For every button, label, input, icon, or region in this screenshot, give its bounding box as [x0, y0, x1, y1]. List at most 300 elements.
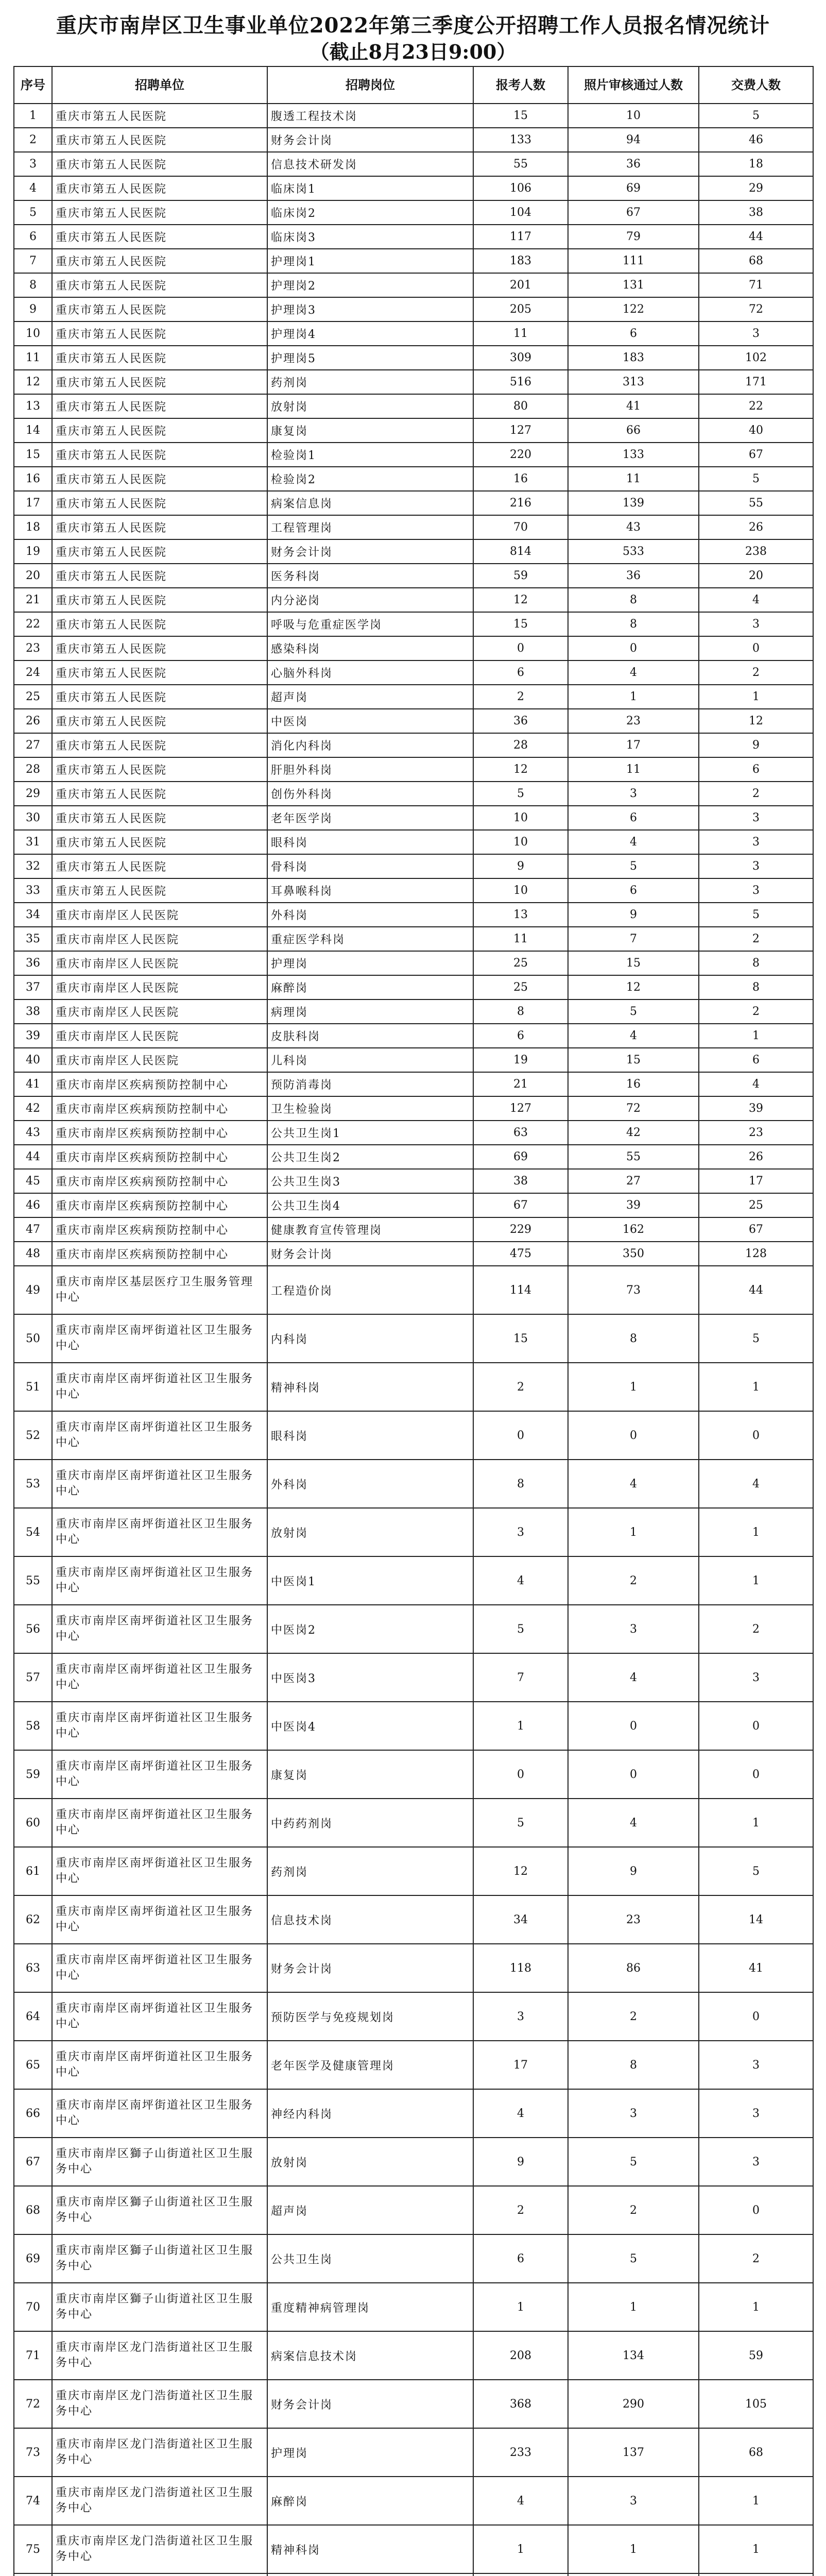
- row-unit: 重庆市南岸区南坪街道社区卫生服务中心: [52, 1314, 267, 1363]
- row-pass-count: 10: [568, 104, 699, 128]
- row-unit: 重庆市南岸区南坪街道社区卫生服务中心: [52, 1556, 267, 1605]
- row-number: 54: [14, 1508, 52, 1556]
- row-unit: 重庆市第五人民医院: [52, 636, 267, 660]
- row-pass-count: 12: [568, 975, 699, 999]
- row-number: 47: [14, 1217, 52, 1242]
- row-apply-count: 67: [473, 1193, 568, 1217]
- row-pay-count: 2: [699, 2234, 813, 2283]
- row-position: 药剂岗: [267, 1847, 473, 1895]
- row-pay-count: 4: [699, 1072, 813, 1096]
- row-pay-count: 3: [699, 612, 813, 636]
- table-row: [14, 733, 813, 757]
- row-pass-count: 1: [568, 2283, 699, 2331]
- table-row: [14, 1145, 813, 1169]
- row-apply-count: 28: [473, 733, 568, 757]
- row-position: 神经内科岗: [267, 2089, 473, 2138]
- row-unit: 重庆市南岸区疾病预防控制中心: [52, 1145, 267, 1169]
- row-pass-count: 5: [568, 854, 699, 878]
- row-apply-count: 13: [473, 903, 568, 927]
- row-position: 护理岗2: [267, 273, 473, 297]
- row-pay-count: 0: [699, 636, 813, 660]
- row-pay-count: 171: [699, 370, 813, 394]
- row-apply-count: 183: [473, 249, 568, 273]
- row-position: 财务会计岗: [267, 2380, 473, 2428]
- row-position: 公共卫生岗3: [267, 1169, 473, 1193]
- row-pass-count: 79: [568, 225, 699, 249]
- row-pass-count: 313: [568, 370, 699, 394]
- row-number: 68: [14, 2186, 52, 2234]
- row-apply-count: 55: [473, 152, 568, 176]
- row-pay-count: 5: [699, 104, 813, 128]
- row-unit: 重庆市南岸区人民医院: [52, 1024, 267, 1048]
- row-apply-count: 2: [473, 2186, 568, 2234]
- row-pass-count: 122: [568, 297, 699, 321]
- row-pass-count: 1: [568, 1508, 699, 1556]
- row-position: 呼吸与危重症医学岗: [267, 612, 473, 636]
- row-pass-count: 15: [568, 951, 699, 975]
- row-position: 皮肤科岗: [267, 1024, 473, 1048]
- row-apply-count: 127: [473, 1096, 568, 1121]
- row-number: 45: [14, 1169, 52, 1193]
- row-position: 药剂岗: [267, 370, 473, 394]
- row-number: 35: [14, 927, 52, 951]
- table-row: [14, 612, 813, 636]
- row-position: 外科岗: [267, 903, 473, 927]
- row-pay-count: 38: [699, 200, 813, 225]
- row-unit: 重庆市南岸区龙门浩街道社区卫生服务中心: [52, 2380, 267, 2428]
- row-apply-count: 117: [473, 225, 568, 249]
- row-number: 39: [14, 1024, 52, 1048]
- row-pay-count: 9: [699, 733, 813, 757]
- row-unit: 重庆市第五人民医院: [52, 346, 267, 370]
- row-pay-count: 8: [699, 975, 813, 999]
- row-pass-count: 133: [568, 443, 699, 467]
- row-pay-count: 3: [699, 806, 813, 830]
- row-position: 中药药剂岗: [267, 1799, 473, 1847]
- row-pay-count: 39: [699, 1096, 813, 1121]
- row-unit: 重庆市南岸区南坪街道社区卫生服务中心: [52, 1605, 267, 1653]
- row-pass-count: 36: [568, 564, 699, 588]
- table-row: [14, 2573, 813, 2576]
- row-pass-count: 0: [568, 1702, 699, 1750]
- row-unit: 重庆市南岸区疾病预防控制中心: [52, 1169, 267, 1193]
- row-pay-count: 1: [699, 1024, 813, 1048]
- table-header-row: [14, 66, 813, 104]
- row-pay-count: 3: [699, 321, 813, 346]
- row-unit: 重庆市第五人民医院: [52, 660, 267, 685]
- row-apply-count: 8: [473, 1460, 568, 1508]
- row-number: 43: [14, 1121, 52, 1145]
- row-pass-count: 94: [568, 128, 699, 152]
- row-unit: 重庆市第五人民医院: [52, 418, 267, 443]
- row-pay-count: 238: [699, 539, 813, 564]
- table-row: [14, 1411, 813, 1460]
- row-number: 61: [14, 1847, 52, 1895]
- row-position: 放射岗: [267, 1508, 473, 1556]
- row-pass-count: 4: [568, 660, 699, 685]
- row-apply-count: 2: [473, 1363, 568, 1411]
- row-number: 16: [14, 467, 52, 491]
- row-unit: 重庆市南岸区疾病预防控制中心: [52, 1096, 267, 1121]
- row-apply-count: 25: [473, 951, 568, 975]
- row-apply-count: 15: [473, 104, 568, 128]
- row-number: 17: [14, 491, 52, 515]
- row-position: 信息技术岗: [267, 1895, 473, 1944]
- row-position: 麻醉岗: [267, 2477, 473, 2525]
- row-unit: 重庆市第五人民医院: [52, 273, 267, 297]
- row-number: 6: [14, 225, 52, 249]
- row-number: 7: [14, 249, 52, 273]
- row-unit: 重庆市第五人民医院: [52, 249, 267, 273]
- table-row: [14, 321, 813, 346]
- row-unit: 重庆市第五人民医院: [52, 297, 267, 321]
- row-number: 13: [14, 394, 52, 418]
- row-pay-count: 29: [699, 176, 813, 200]
- table-row: [14, 636, 813, 660]
- row-position: 中医岗: [267, 709, 473, 733]
- table-row: [14, 249, 813, 273]
- table-row: [14, 1363, 813, 1411]
- row-pay-count: 1: [699, 1508, 813, 1556]
- row-position: 内分泌岗: [267, 588, 473, 612]
- table-row: [14, 709, 813, 733]
- row-pass-count: 111: [568, 249, 699, 273]
- row-pass-count: 41: [568, 394, 699, 418]
- row-pass-count: [568, 2573, 699, 2576]
- row-unit: 重庆市南岸区南坪街道社区卫生服务中心: [52, 1847, 267, 1895]
- row-number: 2: [14, 128, 52, 152]
- row-unit: 重庆市第五人民医院: [52, 612, 267, 636]
- row-apply-count: 0: [473, 1750, 568, 1799]
- row-unit: 重庆市南岸区南坪街道社区卫生服务中心: [52, 1653, 267, 1702]
- row-pay-count: 6: [699, 1048, 813, 1072]
- row-unit: 重庆市南岸区疾病预防控制中心: [52, 1217, 267, 1242]
- table-row: [14, 1944, 813, 1992]
- row-position: 腹透工程技术岗: [267, 104, 473, 128]
- table-row: [14, 200, 813, 225]
- row-apply-count: 9: [473, 2138, 568, 2186]
- row-pay-count: 4: [699, 588, 813, 612]
- row-pass-count: 8: [568, 588, 699, 612]
- row-number: 20: [14, 564, 52, 588]
- row-number: 59: [14, 1750, 52, 1799]
- row-pay-count: 67: [699, 443, 813, 467]
- row-position: 公共卫生岗4: [267, 1193, 473, 1217]
- row-apply-count: 4: [473, 1556, 568, 1605]
- row-pay-count: 105: [699, 2380, 813, 2428]
- row-position: 老年医学岗: [267, 806, 473, 830]
- row-pass-count: 8: [568, 1314, 699, 1363]
- row-number: 69: [14, 2234, 52, 2283]
- row-number: 71: [14, 2331, 52, 2380]
- row-position: 护理岗1: [267, 249, 473, 273]
- table-row: [14, 2089, 813, 2138]
- row-apply-count: 34: [473, 1895, 568, 1944]
- row-pass-count: 3: [568, 2477, 699, 2525]
- row-unit: 重庆市南岸区疾病预防控制中心: [52, 1121, 267, 1145]
- registration-table: [13, 66, 814, 2576]
- table-row: [14, 1169, 813, 1193]
- row-apply-count: 36: [473, 709, 568, 733]
- row-unit: 重庆市第五人民医院: [52, 588, 267, 612]
- row-apply-count: 233: [473, 2428, 568, 2477]
- row-number: 51: [14, 1363, 52, 1411]
- row-unit: 重庆市南岸区人民医院: [52, 927, 267, 951]
- row-unit: 重庆市第五人民医院: [52, 564, 267, 588]
- row-pay-count: 40: [699, 418, 813, 443]
- row-pass-count: 39: [568, 1193, 699, 1217]
- table-row: [14, 225, 813, 249]
- row-unit: 重庆市第五人民医院: [52, 757, 267, 782]
- row-pass-count: 3: [568, 782, 699, 806]
- table-row: [14, 1556, 813, 1605]
- row-number: 70: [14, 2283, 52, 2331]
- table-row: [14, 1460, 813, 1508]
- row-unit: 重庆市南岸区獅子山街道社区卫生服务中心: [52, 2283, 267, 2331]
- row-apply-count: 17: [473, 2041, 568, 2089]
- row-pass-count: 9: [568, 903, 699, 927]
- table-row: [14, 830, 813, 854]
- table-row: [14, 903, 813, 927]
- row-apply-count: 15: [473, 612, 568, 636]
- table-row: [14, 1072, 813, 1096]
- row-apply-count: 1: [473, 2525, 568, 2573]
- row-pay-count: 5: [699, 1314, 813, 1363]
- row-pass-count: 533: [568, 539, 699, 564]
- row-pass-count: 4: [568, 1460, 699, 1508]
- row-pass-count: 55: [568, 1145, 699, 1169]
- row-pass-count: 6: [568, 321, 699, 346]
- row-apply-count: 1: [473, 2283, 568, 2331]
- row-pass-count: 134: [568, 2331, 699, 2380]
- row-apply-count: 25: [473, 975, 568, 999]
- row-position: 健康教育宣传管理岗: [267, 1217, 473, 1242]
- row-position: 眼科岗: [267, 830, 473, 854]
- row-pass-count: 17: [568, 733, 699, 757]
- row-number: 8: [14, 273, 52, 297]
- table-row: [14, 1992, 813, 2041]
- table-row: [14, 152, 813, 176]
- row-pass-count: 73: [568, 1266, 699, 1314]
- row-pass-count: 15: [568, 1048, 699, 1072]
- row-number: 40: [14, 1048, 52, 1072]
- row-number: 73: [14, 2428, 52, 2477]
- table-row: [14, 539, 813, 564]
- row-apply-count: 5: [473, 1799, 568, 1847]
- row-pay-count: 0: [699, 2186, 813, 2234]
- row-position: 临床岗3: [267, 225, 473, 249]
- row-apply-count: 5: [473, 782, 568, 806]
- row-unit: 重庆市第五人民医院: [52, 467, 267, 491]
- row-pay-count: 68: [699, 2428, 813, 2477]
- row-apply-count: 21: [473, 1072, 568, 1096]
- table-row: [14, 1048, 813, 1072]
- row-position: 中医岗2: [267, 1605, 473, 1653]
- row-number: 66: [14, 2089, 52, 2138]
- row-number: 64: [14, 1992, 52, 2041]
- row-position: 财务会计岗: [267, 539, 473, 564]
- row-apply-count: 229: [473, 1217, 568, 1242]
- table-row: [14, 1847, 813, 1895]
- row-apply-count: 6: [473, 2234, 568, 2283]
- table-row: [14, 2525, 813, 2573]
- row-number: 29: [14, 782, 52, 806]
- row-number: 42: [14, 1096, 52, 1121]
- row-unit: 重庆市第五人民医院: [52, 878, 267, 903]
- header-unit: 招聘单位: [52, 66, 267, 104]
- row-unit: 重庆市南岸区人民医院: [52, 951, 267, 975]
- table-row: [14, 2234, 813, 2283]
- row-apply-count: 4: [473, 2477, 568, 2525]
- row-apply-count: 309: [473, 346, 568, 370]
- row-pass-count: 290: [568, 2380, 699, 2428]
- row-pass-count: 6: [568, 878, 699, 903]
- row-position: 护理岗: [267, 2428, 473, 2477]
- row-number: 15: [14, 443, 52, 467]
- row-apply-count: 10: [473, 830, 568, 854]
- table-row: [14, 346, 813, 370]
- row-position: 精神科岗: [267, 2525, 473, 2573]
- row-unit: 重庆市南岸区獅子山街道社区卫生服务中心: [52, 2186, 267, 2234]
- row-pass-count: 69: [568, 176, 699, 200]
- row-number: 1: [14, 104, 52, 128]
- row-position: 卫生检验岗: [267, 1096, 473, 1121]
- row-number: 53: [14, 1460, 52, 1508]
- row-unit: 重庆市第五人民医院: [52, 104, 267, 128]
- row-pay-count: 12: [699, 709, 813, 733]
- table-row: [14, 176, 813, 200]
- row-pass-count: 139: [568, 491, 699, 515]
- row-position: 护理岗5: [267, 346, 473, 370]
- row-unit: 重庆市南岸区人民医院: [52, 999, 267, 1024]
- row-unit: 重庆市南岸区南坪街道社区卫生服务中心: [52, 1460, 267, 1508]
- row-number: 33: [14, 878, 52, 903]
- row-position: 检验岗2: [267, 467, 473, 491]
- table-row: [14, 806, 813, 830]
- row-pay-count: 23: [699, 1121, 813, 1145]
- row-position: 眼科岗: [267, 1411, 473, 1460]
- row-position: 临床岗2: [267, 200, 473, 225]
- row-pay-count: 5: [699, 1847, 813, 1895]
- row-number: 22: [14, 612, 52, 636]
- row-pass-count: 2: [568, 1992, 699, 2041]
- row-position: 检验岗1: [267, 443, 473, 467]
- table-row: [14, 1024, 813, 1048]
- row-unit: 重庆市第五人民医院: [52, 394, 267, 418]
- row-number: 27: [14, 733, 52, 757]
- row-position: 外科岗: [267, 1460, 473, 1508]
- table-row: [14, 104, 813, 128]
- table-row: [14, 273, 813, 297]
- row-number: 75: [14, 2525, 52, 2573]
- row-apply-count: 114: [473, 1266, 568, 1314]
- row-apply-count: 12: [473, 588, 568, 612]
- row-apply-count: 11: [473, 321, 568, 346]
- row-number: 9: [14, 297, 52, 321]
- row-pay-count: 0: [699, 1750, 813, 1799]
- table-row: [14, 854, 813, 878]
- row-pay-count: 5: [699, 467, 813, 491]
- row-pass-count: 1: [568, 685, 699, 709]
- row-number: 41: [14, 1072, 52, 1096]
- row-pay-count: 17: [699, 1169, 813, 1193]
- table-row: [14, 2138, 813, 2186]
- row-pay-count: 44: [699, 225, 813, 249]
- row-pass-count: 3: [568, 2089, 699, 2138]
- row-unit: 重庆市第五人民医院: [52, 128, 267, 152]
- row-unit: 重庆市南岸区獅子山街道社区卫生服务中心: [52, 2138, 267, 2186]
- row-position: 超声岗: [267, 2186, 473, 2234]
- row-apply-count: 0: [473, 1411, 568, 1460]
- row-unit: 重庆市第五人民医院: [52, 854, 267, 878]
- row-unit: 重庆市南岸区南坪街道社区卫生服务中心: [52, 1895, 267, 1944]
- row-pass-count: 2: [568, 1556, 699, 1605]
- row-apply-count: 80: [473, 394, 568, 418]
- row-number: 5: [14, 200, 52, 225]
- row-apply-count: 19: [473, 1048, 568, 1072]
- row-pay-count: 1: [699, 2477, 813, 2525]
- row-position: 工程造价岗: [267, 1266, 473, 1314]
- row-unit: 重庆市南岸区人民医院: [52, 903, 267, 927]
- row-position: 麻醉岗: [267, 975, 473, 999]
- row-number: 12: [14, 370, 52, 394]
- table-row: [14, 467, 813, 491]
- row-number: 26: [14, 709, 52, 733]
- table-row: [14, 2428, 813, 2477]
- row-pay-count: 4: [699, 1460, 813, 1508]
- row-pay-count: 72: [699, 297, 813, 321]
- row-apply-count: 70: [473, 515, 568, 539]
- row-unit: 重庆市南岸区疾病预防控制中心: [52, 1072, 267, 1096]
- row-number: 19: [14, 539, 52, 564]
- row-pass-count: 67: [568, 200, 699, 225]
- row-number: 14: [14, 418, 52, 443]
- row-apply-count: 127: [473, 418, 568, 443]
- row-apply-count: 475: [473, 1242, 568, 1266]
- row-pay-count: [699, 2573, 813, 2576]
- row-pass-count: 2: [568, 2186, 699, 2234]
- row-pass-count: 23: [568, 1895, 699, 1944]
- table-row: [14, 685, 813, 709]
- table-row: [14, 757, 813, 782]
- row-position: 老年医学及健康管理岗: [267, 2041, 473, 2089]
- row-pass-count: 11: [568, 467, 699, 491]
- row-apply-count: 5: [473, 1605, 568, 1653]
- row-apply-count: [473, 2573, 568, 2576]
- row-pay-count: 71: [699, 273, 813, 297]
- table-row: [14, 418, 813, 443]
- row-unit: 重庆市第五人民医院: [52, 176, 267, 200]
- row-pay-count: 2: [699, 927, 813, 951]
- row-position: 预防医学与免疫规划岗: [267, 1992, 473, 2041]
- row-unit: 重庆市南岸区疾病预防控制中心: [52, 1193, 267, 1217]
- row-position: 公共卫生岗2: [267, 1145, 473, 1169]
- row-pay-count: 22: [699, 394, 813, 418]
- row-number: 48: [14, 1242, 52, 1266]
- row-apply-count: 0: [473, 636, 568, 660]
- row-pay-count: 8: [699, 951, 813, 975]
- table-body: [14, 104, 813, 2576]
- row-pass-count: 1: [568, 2525, 699, 2573]
- row-unit: 重庆市第五人民医院: [52, 515, 267, 539]
- row-unit: [52, 2573, 267, 2576]
- table-row: [14, 2477, 813, 2525]
- row-pay-count: 2: [699, 999, 813, 1024]
- row-pay-count: 55: [699, 491, 813, 515]
- row-pay-count: 3: [699, 878, 813, 903]
- row-number: 3: [14, 152, 52, 176]
- row-pay-count: 1: [699, 1363, 813, 1411]
